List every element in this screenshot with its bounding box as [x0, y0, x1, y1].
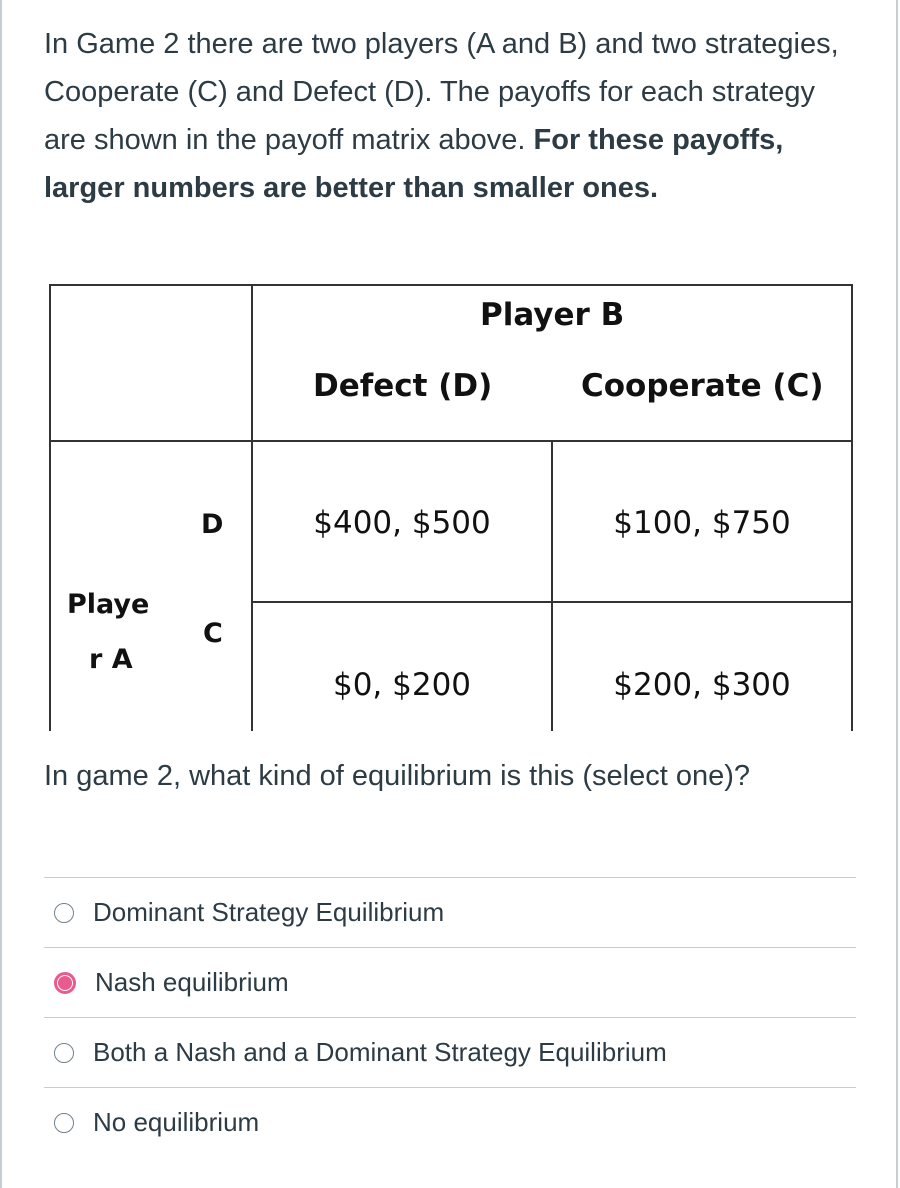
- player-a-label-line1: Playe: [67, 589, 150, 620]
- player-b-label: Player B: [480, 297, 625, 333]
- option-both[interactable]: [44, 1017, 856, 1087]
- column-cooperate-label: Cooperate (C): [581, 368, 824, 404]
- option-nash-equilibrium[interactable]: [44, 947, 856, 1017]
- question-prompt: In game 2, what kind of equilibrium is this (select one)?: [44, 760, 751, 792]
- option-no-equilibrium[interactable]: [44, 1087, 856, 1157]
- option-label: Nash equilibrium: [95, 967, 289, 997]
- answer-options: [44, 877, 856, 1157]
- radio-button[interactable]: [54, 1113, 74, 1133]
- radio-button[interactable]: [54, 1043, 74, 1063]
- payoff-cell-cd: $0, $200: [332, 667, 472, 703]
- payoff-cell-cc: $200, $300: [613, 667, 791, 703]
- row-cooperate-label: C: [203, 618, 223, 649]
- option-label: No equilibrium: [93, 1107, 260, 1137]
- radio-button[interactable]: [54, 903, 74, 923]
- option-label: Both a Nash and a Dominant Strategy Equilibrium: [93, 1037, 667, 1067]
- radio-button-selected[interactable]: [54, 972, 76, 994]
- player-a-label-line2: r A: [89, 644, 133, 675]
- row-defect-label: D: [201, 509, 224, 540]
- option-dominant-strategy[interactable]: [44, 877, 856, 947]
- column-defect-label: Defect (D): [313, 368, 493, 404]
- intro-text: In Game 2 there are two players (A and B) and two strategies, Cooperate (C) and Defect (D). The payoffs for each strategy are shown in the payoff matrix above.: [44, 28, 839, 156]
- payoff-cell-dc: $100, $750: [613, 505, 791, 541]
- option-label: Dominant Strategy Equilibrium: [93, 897, 445, 927]
- payoff-cell-dd: $400, $500: [313, 505, 491, 541]
- question-intro: [44, 20, 864, 212]
- intro-bold-text: For these payoffs, larger numbers are better than smaller ones.: [44, 124, 784, 204]
